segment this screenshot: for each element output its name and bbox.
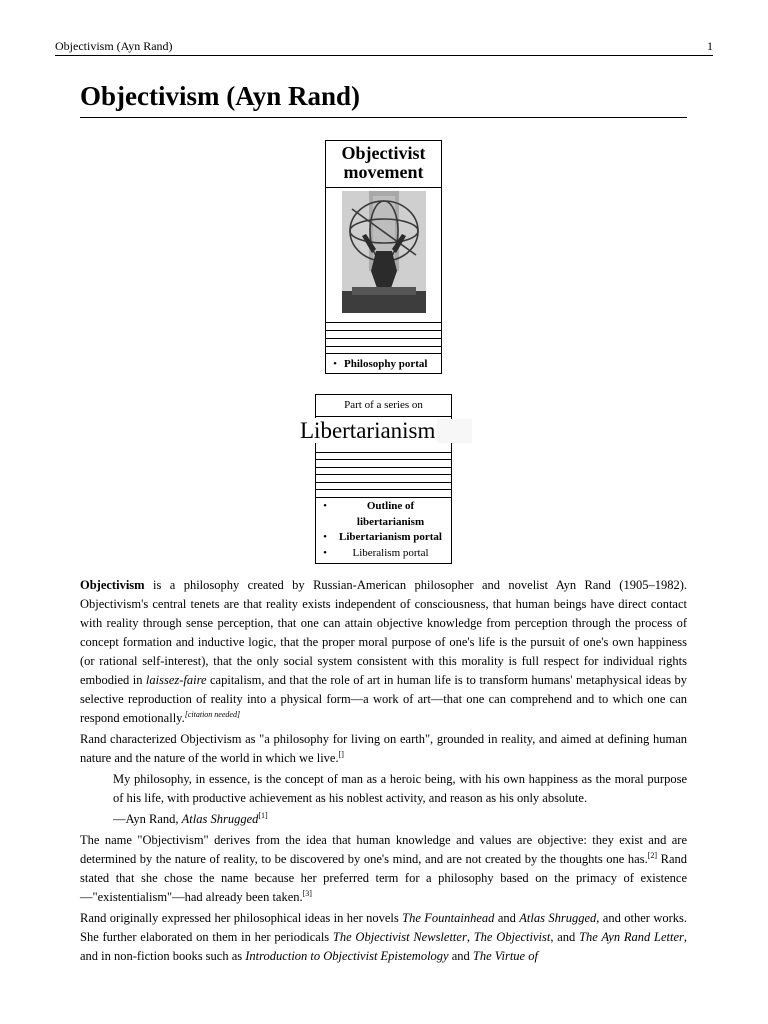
page-title: Objectivism (Ayn Rand) <box>80 80 687 118</box>
outline-of-libertarianism-link[interactable]: Outline of libertarianism <box>356 500 425 528</box>
blockquote: My philosophy, in essence, is the concept of man as a heroic being, with his own happiness as the moral purpose of his life, with productive achievement as his noblest activity, and reason as his only absolute. <box>113 772 687 805</box>
citation-link[interactable]: [] <box>338 750 344 759</box>
infobox-empty-rows <box>326 315 441 347</box>
bullet-icon: • <box>333 358 337 370</box>
running-header <box>55 38 713 56</box>
citation-link[interactable]: [2] <box>647 851 658 860</box>
infobox-libertarianism <box>300 394 452 564</box>
paragraph-name-origin: The name "Objectivism" derives from the idea that human knowledge and values are objective: they exist and are determined by the nature of reality, to be discovered by one's mind, and are not created by the thoughts one has.[2] Rand stated that she chose the name because her preferred term for a philosophy based on the primacy of existence—"existentialism"—had already been taken.[3] <box>80 833 687 904</box>
running-title: Objectivism (Ayn Rand) <box>55 39 173 53</box>
list-item[interactable] <box>316 546 451 562</box>
infobox-empty-rows <box>316 445 451 498</box>
list-item[interactable] <box>316 530 451 546</box>
bullet-icon: • <box>323 500 327 512</box>
citation-link[interactable]: [3] <box>302 889 312 898</box>
citation-needed-link[interactable]: [citation needed] <box>184 710 241 719</box>
bullet-icon: • <box>323 531 327 543</box>
article-body <box>80 576 687 968</box>
atlas-statue-illustration <box>342 191 426 313</box>
libertarianism-portal-link[interactable]: Libertarianism portal <box>339 531 442 543</box>
paragraph-intro: Objectivism is a philosophy created by Russian-American philosopher and novelist Ayn Rand (1905–1982). Objectivism's central tenets are that reality exists independent of consciousness, that human beings have direct contact with reality through sense perception, that one can attain objective knowledge from perception through the process of concept formation and inductive logic, that the proper moral purpose of one's life is the pursuit of one's own happiness (or rational self-interest), that the only social system consistent with this morality is full respect for individual rights embodied in laissez-faire capitalism, and that the role of art in human life is to transform humans' metaphysical ideas by selective reproduction of reality into a physical form—a work of art—that one can comprehend and to which one can respond emotionally.[citation needed] <box>80 578 688 725</box>
liberalism-portal-link[interactable]: Liberalism portal <box>352 546 429 559</box>
atlas-statue-image <box>342 191 426 313</box>
infobox-objectivist-movement <box>325 140 442 374</box>
paragraph-characterization: Rand characterized Objectivism as "a philosophy for living on earth", grounded in reality, and aimed at defining human nature and the nature of the world in which we live.[] <box>80 732 687 765</box>
list-item[interactable] <box>316 499 451 530</box>
libertarianism-links <box>316 499 451 561</box>
quote-citation: —Ayn Rand, Atlas Shrugged[1] <box>113 811 268 826</box>
bullet-icon: • <box>323 546 327 559</box>
philosophy-portal-link[interactable]: Philosophy portal <box>344 358 428 370</box>
libertarianism-title: Libertarianism <box>300 419 472 443</box>
infobox-title: Objectivist movement <box>326 141 441 188</box>
series-label: Part of a series on <box>316 395 451 417</box>
philosophy-portal-item[interactable] <box>326 353 441 373</box>
page-number: 1 <box>707 39 713 53</box>
citation-link[interactable]: [1] <box>258 811 268 820</box>
paragraph-works: Rand originally expressed her philosophical ideas in her novels The Fountainhead and Atlas Shrugged, and other works. She further elaborated on them in her periodicals The Objectivist Newsletter, The Objectivist, and The Ayn Rand Letter, and in non-fiction books such as Introduction to Objectivist Epistemology and The Virtue of <box>80 911 687 963</box>
